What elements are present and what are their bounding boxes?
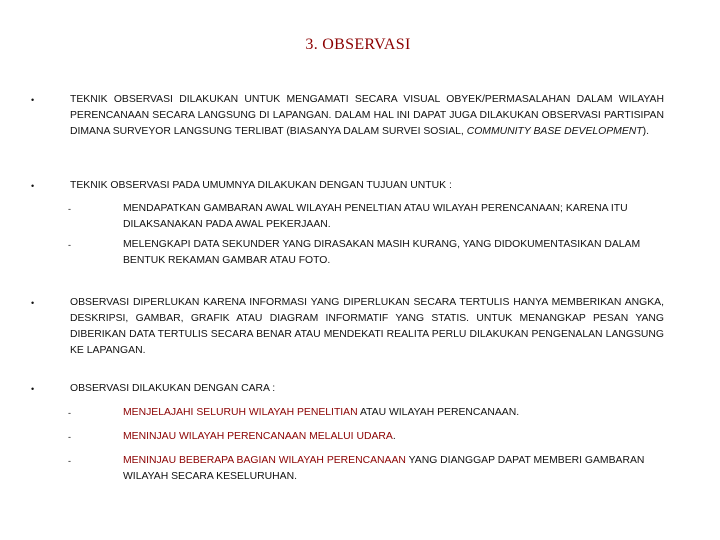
method-item: [123, 453, 668, 485]
dash-icon: -: [68, 432, 71, 442]
bullet-icon: •: [31, 384, 35, 394]
paragraph-definition: [70, 92, 664, 140]
method-item-highlight: MENINJAU BEBERAPA BAGIAN WILAYAH PERENCANAAN: [123, 455, 406, 466]
paragraph-purpose: TEKNIK OBSERVASI PADA UMUMNYA DILAKUKAN DENGAN TUJUAN UNTUK :: [70, 180, 452, 191]
purpose-item: MENDAPATKAN GAMBARAN AWAL WILAYAH PENELTIAN ATAU WILAYAH PERENCANAAN; KARENA ITU DILAKSANAKAN PADA AWAL PEKERJAAN.: [123, 203, 628, 230]
paragraph-method: OBSERVASI DILAKUKAN DENGAN CARA :: [70, 383, 276, 394]
paragraph-definition-italic: COMMUNITY BASE DEVELOPMENT: [466, 126, 643, 137]
dash-icon: -: [68, 408, 71, 418]
method-item-rest: YANG DIANGGAP DAPAT MEMBERI GAMBARAN WILAYAH SECARA KESELURUHAN.: [123, 455, 645, 482]
bullet-icon: •: [31, 181, 35, 191]
paragraph-definition-text: TEKNIK OBSERVASI DILAKUKAN UNTUK MENGAMATI SECARA VISUAL OBYEK/PERMASALAHAN DALAM WILAYAH PERENCANAAN SECARA LANGSUNG DI LAPANGAN. DALAM HAL INI DAPAT JUGA DILAKUKAN OBSERVASI PARTISIPAN DIMANA SURVEYOR LANGSUNG TERLIBAT (BIASANYA DALAM SURVEI SOSIAL,: [70, 94, 664, 137]
method-item-rest: .: [392, 431, 396, 442]
method-item-highlight: MENINJAU WILAYAH PERENCANAAN MELALUI UDARA: [123, 431, 393, 442]
method-item: [123, 429, 668, 445]
paragraph-reason: OBSERVASI DIPERLUKAN KARENA INFORMASI YANG DIPERLUKAN SECARA TERTULIS HANYA MEMBERIKAN ANGKA, DESKRIPSI, GAMBAR, GRAFIK ATAU DIAGRAM INFORMATIF YANG STATIS. UNTUK MENANGKAP PESAN YANG DIBERIKAN DATA TERTULIS SECARA BENAR ATAU MENDEKATI REALITA PERLU DILAKUKAN PENGENALAN LANGSUNG KE LAPANGAN.: [70, 297, 664, 356]
slide-title: 3. OBSERVASI: [305, 36, 411, 53]
dash-icon: -: [68, 204, 71, 214]
dash-icon: -: [68, 456, 71, 466]
method-item-highlight: MENJELAJAHI SELURUH WILAYAH PENELITIAN: [123, 407, 358, 418]
method-item-rest: ATAU WILAYAH PERENCANAAN.: [357, 407, 520, 418]
dash-icon: -: [68, 240, 71, 250]
purpose-item: MELENGKAPI DATA SEKUNDER YANG DIRASAKAN MASIH KURANG, YANG DIDOKUMENTASIKAN DALAM BENTUK REKAMAN GAMBAR ATAU FOTO.: [123, 239, 641, 266]
bullet-icon: •: [31, 298, 35, 308]
bullet-icon: •: [31, 95, 35, 105]
method-item: [123, 405, 668, 421]
paragraph-definition-end: ).: [642, 126, 649, 137]
